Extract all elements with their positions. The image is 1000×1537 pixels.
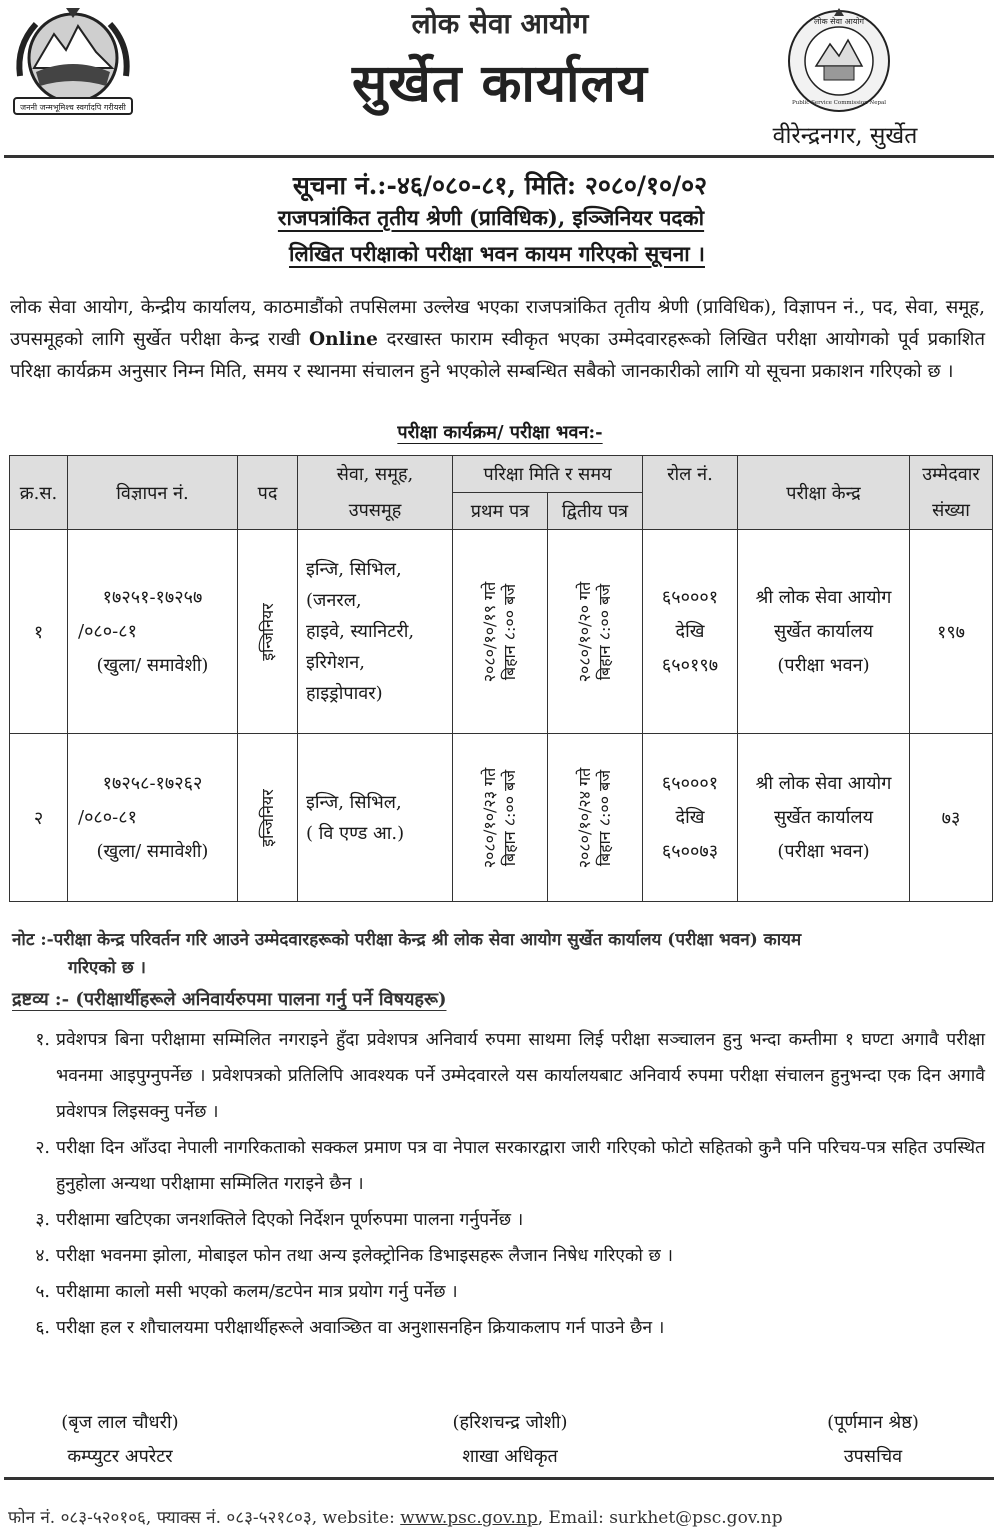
row-paper2-date: २०८०/१०/२० गते	[575, 581, 594, 682]
row-paper2-text	[575, 581, 615, 682]
seal-bottom-text: Public Service Commission Nepal	[791, 100, 887, 106]
row-service-line: इरिगेशन,	[306, 652, 365, 673]
header-candidates-line-2: संख्या	[932, 499, 970, 521]
row-paper1-date: २०८०/१०/१९ गते	[480, 581, 499, 682]
row-paper2-time: बिहान ८:०० बजे	[595, 583, 614, 680]
schedule-heading-wrap	[0, 420, 1000, 444]
schedule-heading: परीक्षा कार्यक्रम/ परीक्षा भवन:-	[397, 422, 603, 443]
header-post: पद	[238, 456, 298, 530]
list-item	[20, 1274, 985, 1310]
row-service-line: ( वि एण्ड आ.)	[306, 822, 405, 844]
row-roll-to-label: देखि	[675, 806, 705, 828]
row-post-text: इन्जिनियर	[257, 788, 277, 847]
notice-subject-line-1-wrap	[0, 204, 982, 232]
row-ad-no-3: (खुला/ समावेशी)	[96, 840, 209, 862]
attention-heading: द्रष्टव्य :- (परीक्षार्थीहरूले अनिवार्यरुपमा पालना गर्नु पर्ने विषयहरू)	[12, 989, 447, 1010]
row-paper2-text	[575, 767, 615, 868]
header-service	[298, 456, 453, 530]
list-item-text: परीक्षा दिन आँउदा नेपाली नागरिकताको सक्कल प्रमाण पत्र वा नेपाल सरकारद्वारा जारी गरिएको फोटो सहितको कुनै पनि परिचय-पत्र सहित उपस्थित हुनुहोला अन्यथा परीक्षामा सम्मिलित गराइने छैन ।	[56, 1138, 985, 1194]
row-service	[298, 734, 453, 902]
row-center-1: श्री लोक सेवा आयोग	[755, 772, 892, 794]
row-ad-no-1: १७२५८-१७२६२	[102, 772, 203, 794]
footer-contact	[8, 1505, 783, 1528]
row-paper1-time: बिहान ८:०० बजे	[500, 583, 519, 680]
row-paper2	[548, 530, 643, 734]
signatory-title: उपसचिव	[843, 1446, 903, 1467]
header-paper-2: द्वितीय पत्र	[548, 493, 643, 530]
row-roll	[643, 734, 738, 902]
signatory-name: (बृज लाल चौधरी)	[61, 1412, 179, 1433]
row-roll	[643, 530, 738, 734]
notice-subject-line-2-wrap	[0, 240, 994, 268]
office-name: सुर्खेत कार्यालय	[352, 53, 648, 114]
header-sn: क्र.स.	[10, 456, 68, 530]
signatory-name: (हरिशचन्द्र जोशी)	[452, 1412, 568, 1433]
emblem-motto: जननी जन्मभूमिश्च स्वर्गादपि गरीयसी	[20, 103, 126, 112]
row-paper1-date: २०८०/१०/२३ गते	[480, 767, 499, 868]
list-item	[20, 1310, 985, 1346]
row-paper2	[548, 734, 643, 902]
row-candidates: १९७	[910, 530, 993, 734]
list-item	[20, 1238, 985, 1274]
row-ad-no-2: /०८०-८१	[78, 620, 137, 642]
website-link[interactable]: www.psc.gov.np	[400, 1508, 538, 1528]
list-item-number: ३.	[35, 1210, 50, 1230]
row-ad-no-1: १७२५१-१७२५७	[102, 586, 203, 608]
row-sn: २	[10, 734, 68, 902]
header-divider	[4, 155, 994, 158]
row-paper1	[453, 734, 548, 902]
footer-contact-prefix: फोन नं. ०८३-५२०१०६, फ्याक्स नं. ०८३-५२१८०३, website:	[8, 1508, 401, 1528]
list-item-text: परीक्षा हल र शौचालयमा परीक्षार्थीहरूले अवाञ्छित वा अनुशासनहिन क्रियाकलाप गर्न पाउने छैन ।	[56, 1318, 665, 1338]
intro-online: Online	[309, 329, 378, 350]
row-roll-to-label: देखि	[675, 620, 705, 642]
row-paper1-text	[480, 581, 520, 682]
list-item	[20, 1022, 985, 1130]
signature-block	[415, 1410, 605, 1468]
office-location: वीरेन्द्रनगर, सुर्खेत	[772, 123, 918, 149]
list-item-number: २.	[35, 1138, 50, 1158]
row-center	[738, 530, 910, 734]
footer-email: , Email: surkhet@psc.gov.np	[537, 1508, 783, 1528]
list-item-number: ५.	[35, 1282, 50, 1302]
row-roll-to: ६५०१९७	[661, 654, 719, 676]
intro-exam-center: सुर्खेत परीक्षा केन्द्र	[133, 329, 260, 350]
row-center-1: श्री लोक सेवा आयोग	[755, 586, 892, 608]
list-item	[20, 1202, 985, 1238]
intro-text-3: दरखास्त फाराम स्वीकृत भएका उम्मेदवारहरूको लिखित परीक्षा आयोगको पूर्व प्रकाशित परिक्षा कार्यक्रम अनुसार निम्न मिति, समय र स्थानमा संचालन हुने भएकोले सम्बन्धित सबैको जानकारीको लागि यो सूचना प्रकाशन गरिएको छ ।	[10, 329, 986, 382]
instruction-list	[20, 1022, 985, 1346]
row-center-2: सुर्खेत कार्यालय	[773, 806, 874, 828]
header-exam-date: परिक्षा मिति र समय	[453, 456, 643, 493]
list-item	[20, 1130, 985, 1202]
row-post-text: इन्जिनियर	[257, 602, 277, 661]
psc-seal-logo	[786, 6, 892, 116]
signatory-title: शाखा अधिकृत	[462, 1446, 558, 1467]
row-service-line: इन्जि, सिभिल,	[306, 559, 402, 580]
signature-block	[30, 1410, 210, 1468]
row-candidates: ७३	[910, 734, 993, 902]
row-roll-to: ६५००७३	[661, 840, 719, 862]
footer-divider	[4, 1477, 994, 1480]
row-paper1-time: बिहान ८:०० बजे	[500, 769, 519, 866]
list-item-number: १.	[35, 1030, 50, 1050]
header-roll: रोल नं.	[643, 456, 738, 530]
header-paper-1: प्रथम पत्र	[453, 493, 548, 530]
row-service-line: हाइड्रोपावर)	[306, 683, 383, 704]
exam-schedule-table	[9, 455, 993, 902]
seal-top-text: लोक सेवा आयोग	[813, 17, 865, 26]
row-paper1	[453, 530, 548, 734]
row-paper2-date: २०८०/१०/२४ गते	[575, 767, 594, 868]
table-row	[10, 530, 993, 734]
header-service-line-2: उपसमूह	[348, 499, 402, 521]
row-service	[298, 530, 453, 734]
organization-name: लोक सेवा आयोग	[411, 7, 589, 40]
header-service-line-1: सेवा, समूह,	[336, 463, 414, 485]
note-continuation: गरिएको छ ।	[68, 958, 146, 978]
row-paper1-text	[480, 767, 520, 868]
row-post	[238, 734, 298, 902]
row-ad-no-2: /०८०-८१	[78, 806, 137, 828]
row-center-2: सुर्खेत कार्यालय	[773, 620, 874, 642]
header-candidates	[910, 456, 993, 530]
intro-paragraph	[10, 292, 985, 388]
row-post	[238, 530, 298, 734]
row-ad-no-3: (खुला/ समावेशी)	[96, 654, 209, 676]
list-item-text: परीक्षामा कालो मसी भएको कलम/डटपेन मात्र प्रयोग गर्नु पर्नेछ ।	[56, 1282, 458, 1302]
row-service-line: (जनरल,	[306, 590, 362, 611]
row-ad-no	[68, 530, 238, 734]
row-roll-from: ६५०००१	[661, 586, 719, 608]
attention-heading-wrap	[12, 987, 446, 1011]
row-paper2-time: बिहान ८:०० बजे	[595, 769, 614, 866]
intro-text-2: राखी	[259, 329, 310, 350]
list-item-text: परीक्षामा खटिएका जनशक्तिले दिएको निर्देशन पूर्णरुपमा पालना गर्नुपर्नेछ ।	[56, 1210, 524, 1230]
row-service-line: हाइवे, स्यानिटरी,	[306, 621, 415, 642]
header-ad-no: विज्ञापन नं.	[68, 456, 238, 530]
list-item-number: ६.	[35, 1318, 50, 1338]
notice-subject-line-1: राजपत्रांकित तृतीय श्रेणी (प्राविधिक), इञ्जिनियर पदको	[277, 205, 705, 230]
row-roll-from: ६५०००१	[661, 772, 719, 794]
list-item-number: ४.	[35, 1246, 50, 1266]
signature-block	[778, 1410, 968, 1468]
list-item-text: परीक्षा भवनमा झोला, मोबाइल फोन तथा अन्य इलेक्ट्रोनिक डिभाइसहरू लैजान निषेध गरिएको छ ।	[56, 1246, 673, 1266]
row-sn: १	[10, 530, 68, 734]
notice-subject-line-2: लिखित परीक्षाको परीक्षा भवन कायम गरिएको सूचना ।	[289, 241, 705, 266]
row-center	[738, 734, 910, 902]
row-service-line: इन्जि, सिभिल,	[306, 791, 402, 813]
table-row	[10, 734, 993, 902]
row-center-3: (परीक्षा भवन)	[777, 840, 870, 862]
header-candidates-line-1: उम्मेदवार	[922, 463, 980, 485]
signatory-name: (पूर्णमान श्रेष्ठ)	[827, 1412, 919, 1433]
intro-text-1: लोक सेवा आयोग, केन्द्रीय कार्यालय, काठमाडौंको तपसिलमा उल्लेख भएका राजपत्रांकित तृतीय श्रेणी (प्राविधिक), विज्ञापन नं., पद, सेवा, समूह, उपसमूहको लागि	[10, 297, 985, 350]
list-item-text: प्रवेशपत्र बिना परीक्षामा सम्मिलित नगराइने हुँदा प्रवेशपत्र अनिवार्य रुपमा साथमा लिई परीक्षा सञ्चालन हुनु भन्दा कम्तीमा १ घण्टा अगावै परीक्षा भवनमा आइपुग्नुपर्नेछ । प्रवेशपत्रको प्रतिलिपि आवश्यक पर्ने उम्मेदवारले यस कार्यालयबाट अनिवार्य रुपमा परीक्षा संचालन हुनुभन्दा एक दिन अगावै प्रवेशपत्र लिइसक्नु पर्नेछ ।	[56, 1030, 985, 1122]
header-center: परीक्षा केन्द्र	[738, 456, 910, 530]
notice-number: सूचना नं.:-४६/०८०-८१, मिति: २०८०/१०/०२	[292, 171, 708, 200]
row-ad-no	[68, 734, 238, 902]
note-line: नोट :-परीक्षा केन्द्र परिवर्तन गरि आउने उम्मेदवारहरूको परीक्षा केन्द्र श्री लोक सेवा आयोग सुर्खेत कार्यालय (परीक्षा भवन) कायम	[12, 930, 802, 950]
row-center-3: (परीक्षा भवन)	[777, 654, 870, 676]
signatory-title: कम्प्युटर अपरेटर	[67, 1446, 173, 1467]
